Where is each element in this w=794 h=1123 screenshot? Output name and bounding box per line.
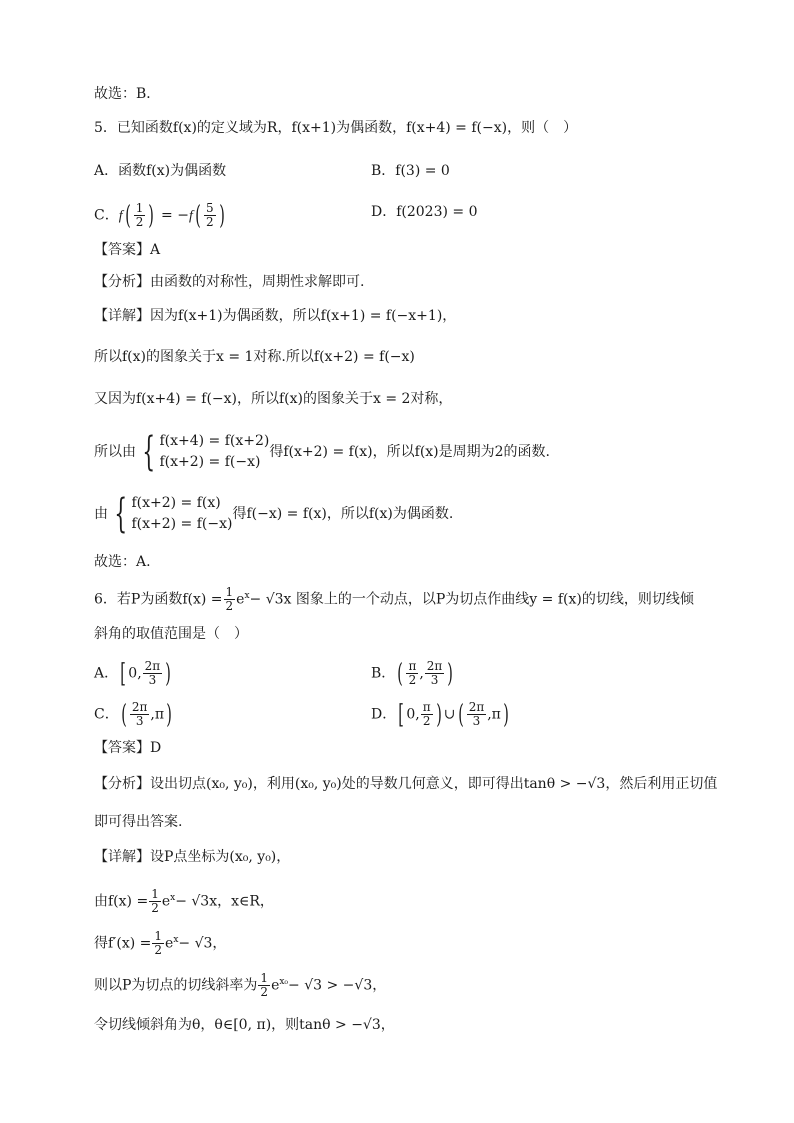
q5-option-d: D．f(2023) = 0: [371, 204, 478, 220]
q5c-label: C．: [94, 207, 119, 224]
frac-half-q6: $\frac{1}{2}$: [225, 585, 234, 614]
detail-5-line5: 由 { f(x+2) = f(x) f(x+2) = f(−x) 得f(−x) = f(x)，所以f(x)为偶函数.: [94, 491, 454, 537]
q5-option-c: C．f( $\frac{1}{2}$ ) = −f( $\frac{5}{2}$ ): [94, 200, 225, 231]
detail-5-line1: 【详解】因为f(x+1)为偶函数，所以f(x+1) = f(−x+1)，: [94, 308, 457, 324]
select-a: 故选：A.: [94, 554, 151, 570]
question-6-line1: 6．若P为函数f(x) = $\frac{1}{2}$ $e^x- √3x$ 图象上的一个动点，以P为切点作曲线y = f(x)的切线，则切线倾: [94, 585, 694, 614]
detail-6-line1: 【详解】设P点坐标为(x₀, y₀)，: [94, 849, 291, 865]
answer-6: 【答案】D: [94, 740, 162, 756]
q6-option-c: C．( $\frac{2\pi}{3}$ ,π): [94, 699, 172, 730]
question-6-line2: 斜角的取值范围是（ ）: [94, 626, 248, 642]
detail-5-line2: 所以f(x)的图象关于x = 1对称.所以f(x+2) = f(−x): [94, 349, 415, 365]
detail-6-line3: 得f′(x) = $\frac{1}{2}$ $e^x- √3$，: [94, 929, 227, 958]
q5-option-a: A．函数f(x)为偶函数: [94, 163, 227, 179]
question-5: 5．已知函数f(x)的定义域为R，f(x+1)为偶函数，f(x+4) = f(−x)，则（ ）: [94, 120, 578, 136]
equation-system-1: { f(x+4) = f(x+2) f(x+2) = f(−x): [142, 429, 270, 475]
detail-5-line3: 又因为f(x+4) = f(−x)，所以f(x)的图象关于x = 2对称，: [94, 391, 453, 407]
q6-option-a: A．[ 0, $\frac{2\pi}{3}$ ): [94, 658, 172, 689]
answer-5: 【答案】A: [94, 242, 161, 258]
frac-half: $\frac{1}{2}$: [135, 201, 144, 229]
frac-five-halves: $\frac{5}{2}$: [205, 201, 214, 229]
analysis-5: 【分析】由函数的对称性，周期性求解即可.: [94, 274, 365, 290]
q6-option-d: D．[ 0, $\frac{\pi}{2}$ ) ∪( $\frac{2\pi}{3}$ ,π): [371, 699, 509, 730]
detail-6-line5: 令切线倾斜角为θ，θ∈[0, π)，则tanθ > −√3，: [94, 1017, 395, 1033]
analysis-6-line1: 【分析】设出切点(x₀, y₀)，利用(x₀, y₀)处的导数几何意义，即可得出tanθ > −√3，然后利用正切值: [94, 776, 718, 792]
line-select-b: 故选：B．: [94, 86, 161, 102]
equation-system-2: { f(x+2) = f(x) f(x+2) = f(−x): [114, 491, 233, 537]
detail-6-line2: 由f(x) = $\frac{1}{2}$ $e^x- √3x$，x∈R，: [94, 887, 274, 916]
q6-option-b: B．( $\frac{\pi}{2}$ , $\frac{2\pi}{3}$ ): [371, 658, 454, 689]
q5-option-b: B．f(3) = 0: [371, 163, 450, 179]
detail-5-line4: 所以由 { f(x+4) = f(x+2) f(x+2) = f(−x) 得f(x+2) = f(x)，所以f(x)是周期为2的函数.: [94, 429, 551, 475]
analysis-6-line2: 即可得出答案.: [94, 814, 183, 830]
detail-6-line4: 则以P为切点的切线斜率为 $\frac{1}{2}$ $e^{x_0}- √3 > -√3$，: [94, 971, 387, 1000]
